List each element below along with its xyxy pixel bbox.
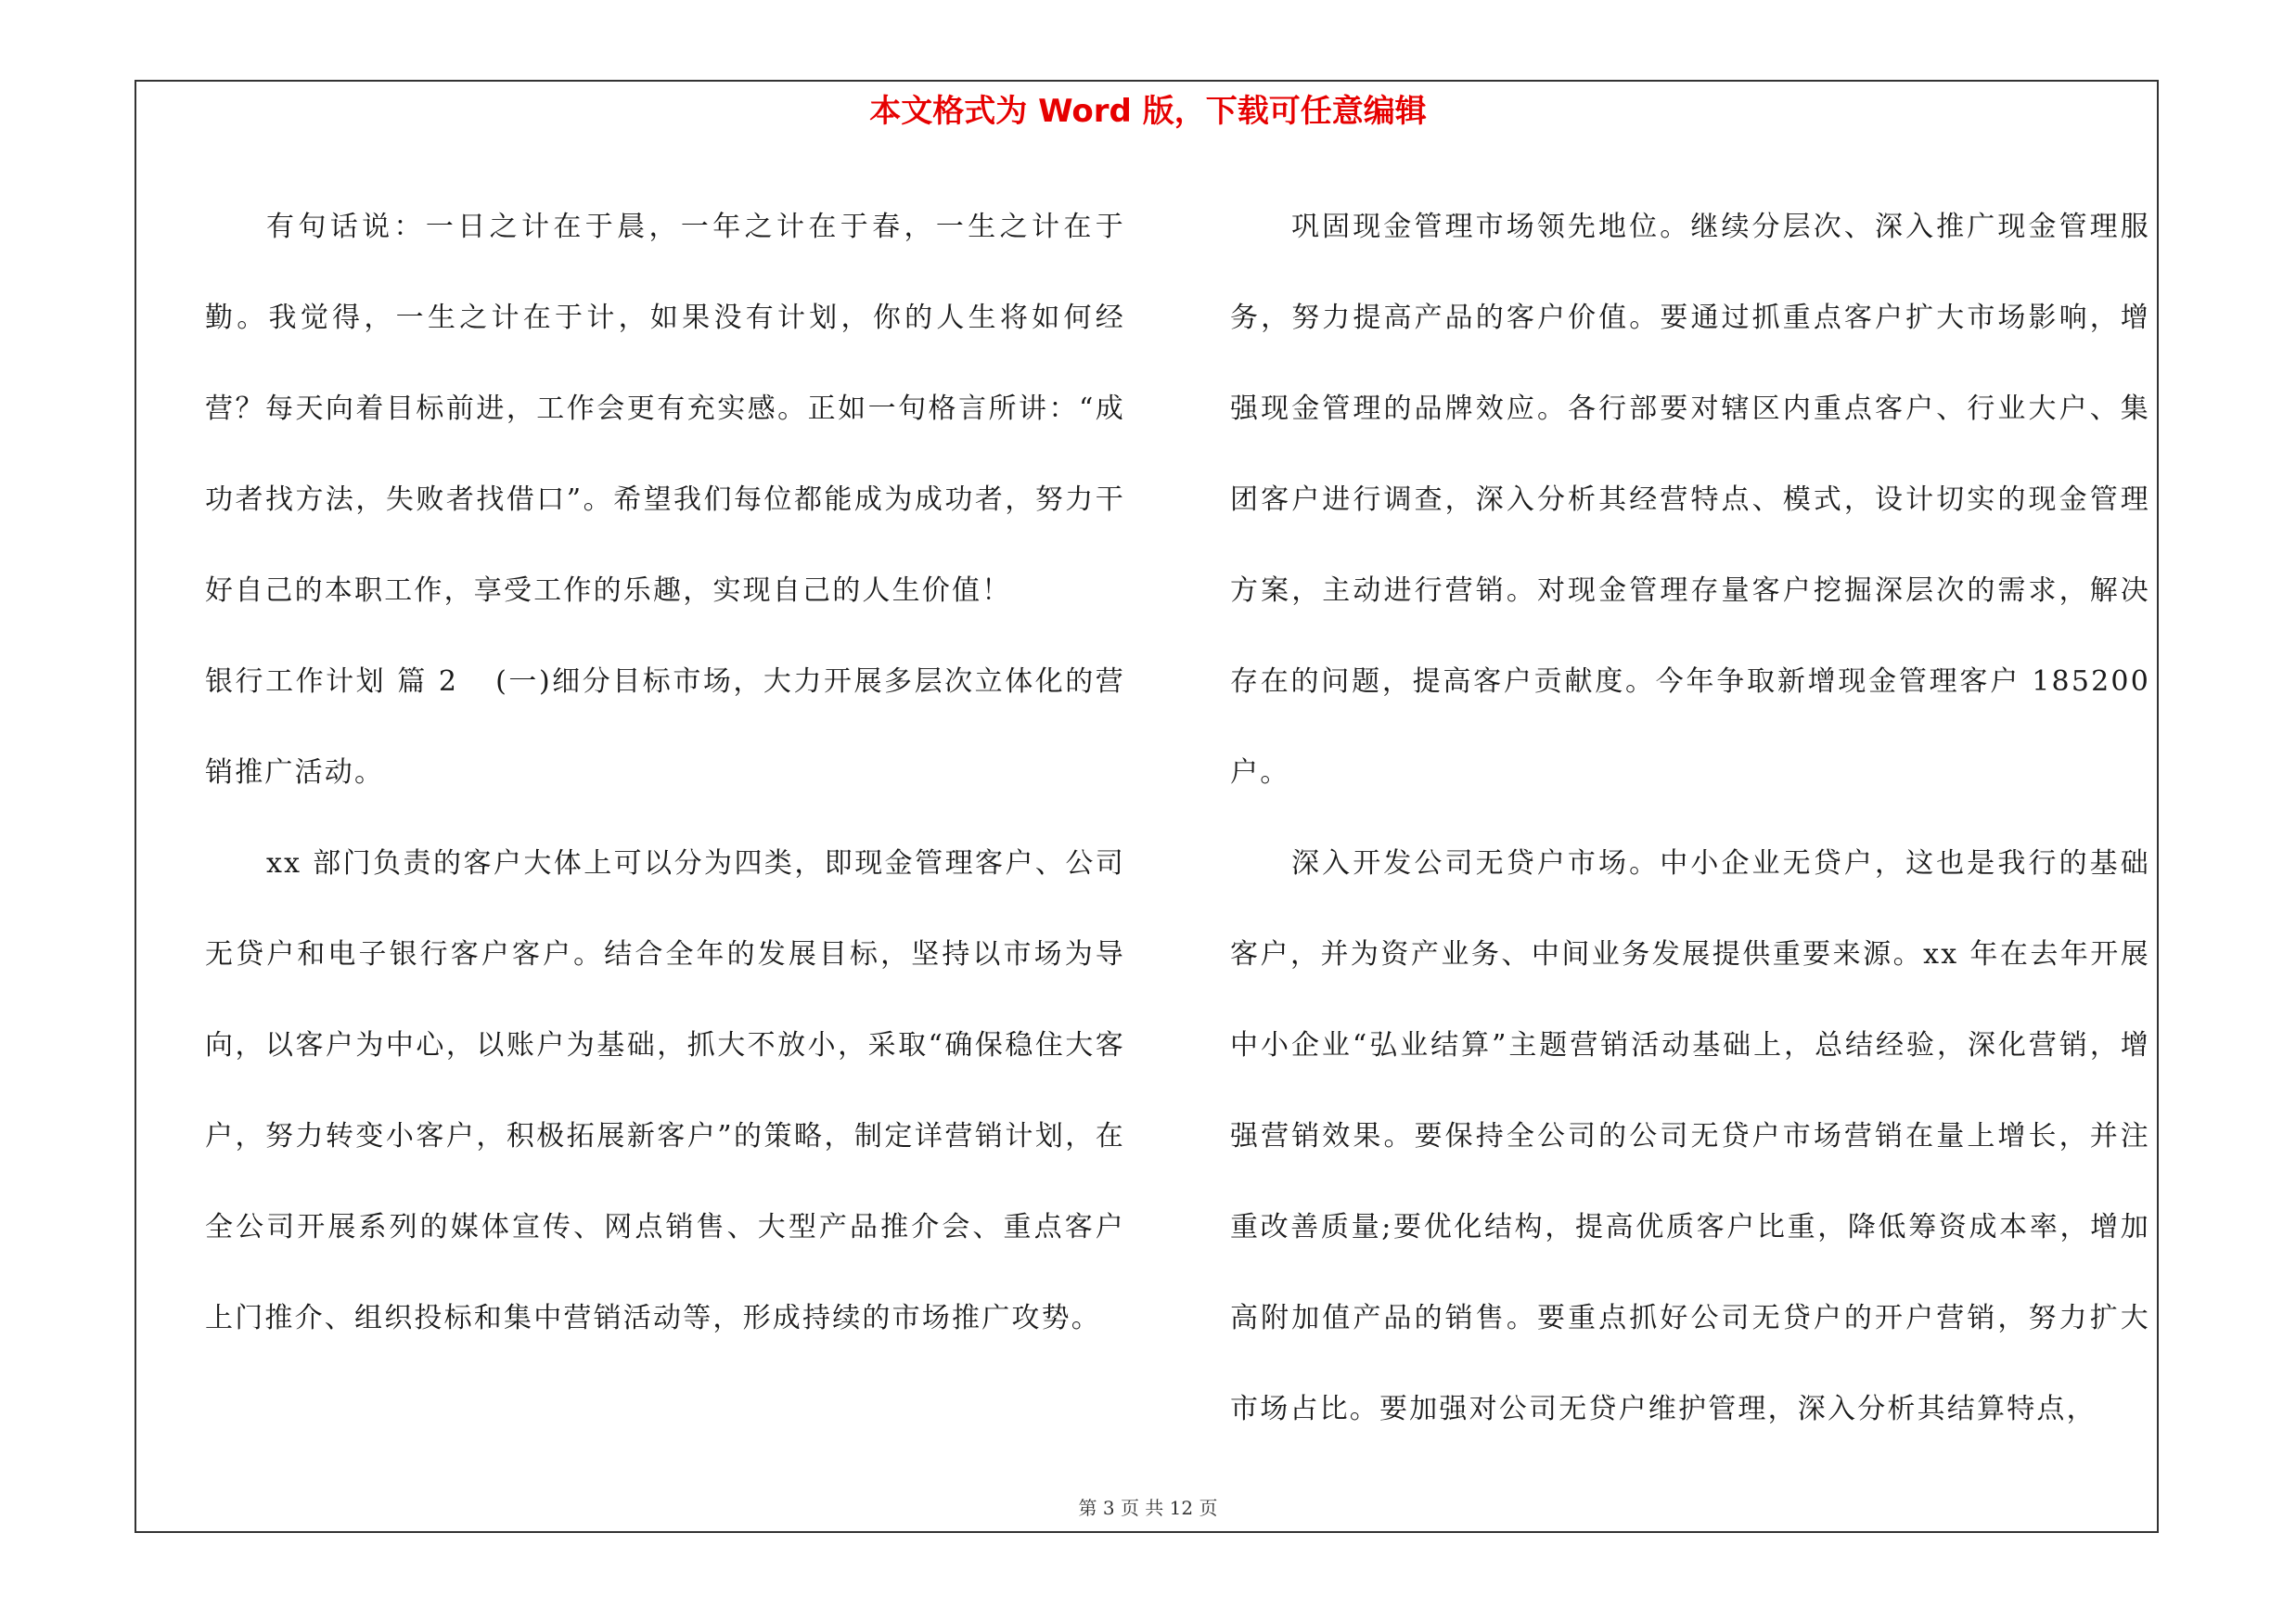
customer-segments-paragraph: xx 部门负责的客户大体上可以分为四类，即现金管理客户、公司无贷户和电子银行客户客户。结合全年的发展目标，坚持以市场为导向，以客户为中心，以账户为基础，抓大不放小，采取“确保稳住大客户，努力转变小客户，积极拓展新客户”的策略，制定详营销计划，在全公司开展系列的媒体宣传、网点销售、大型产品推介会、重点客户上门推介、组织投标和集中营销活动等，形成持续的市场推广攻势。 xyxy=(205,847,1125,1334)
right-column xyxy=(1230,182,2150,1455)
section-heading-line xyxy=(205,637,1125,818)
left-column xyxy=(205,182,1125,1364)
page-number-footer: 第 3 页 共 12 页 xyxy=(1078,1497,1218,1519)
intro-paragraph: 有句话说：一日之计在于晨，一年之计在于春，一生之计在于勤。我觉得，一生之计在于计，如果没有计划，你的人生将如何经营？每天向着目标前进，工作会更有充实感。正如一句格言所讲：“成功者找方法，失败者找借口”。希望我们每位都能成为成功者，努力干好自己的本职工作，享受工作的乐趣，实现自己的人生价值！ xyxy=(205,211,1125,607)
subsection-title: (一)细分目标市场，大力开展多层次立体化的营销推广活动。 xyxy=(205,665,1125,789)
cash-management-paragraph: 巩固现金管理市场领先地位。继续分层次、深入推广现金管理服务，努力提高产品的客户价值。要通过抓重点客户扩大市场影响，增强现金管理的品牌效应。各行部要对辖区内重点客户、行业大户、集团客户进行调查，深入分析其经营特点、模式，设计切实的现金管理方案，主动进行营销。对现金管理存量客户挖掘深层次的需求，解决存在的问题，提高客户贡献度。今年争取新增现金管理客户 185200 户。 xyxy=(1230,211,2150,789)
non-loan-clients-paragraph: 深入开发公司无贷户市场。中小企业无贷户，这也是我行的基础客户，并为资产业务、中间业务发展提供重要来源。xx 年在去年开展中小企业“弘业结算”主题营销活动基础上，总结经验，深化营销，增强营销效果。要保持全公司的公司无贷户市场营销在量上增长，并注重改善质量;要优化结构，提高优质客户比重，降低筹资成本率，增加高附加值产品的销售。要重点抓好公司无贷户的开户营销，努力扩大市场占比。要加强对公司无贷户维护管理，深入分析其结算特点， xyxy=(1230,847,2150,1425)
section-heading: 银行工作计划 篇 2 xyxy=(205,665,459,698)
format-notice-banner: 本文格式为 Word 版，下载可任意编辑 xyxy=(869,93,1427,130)
